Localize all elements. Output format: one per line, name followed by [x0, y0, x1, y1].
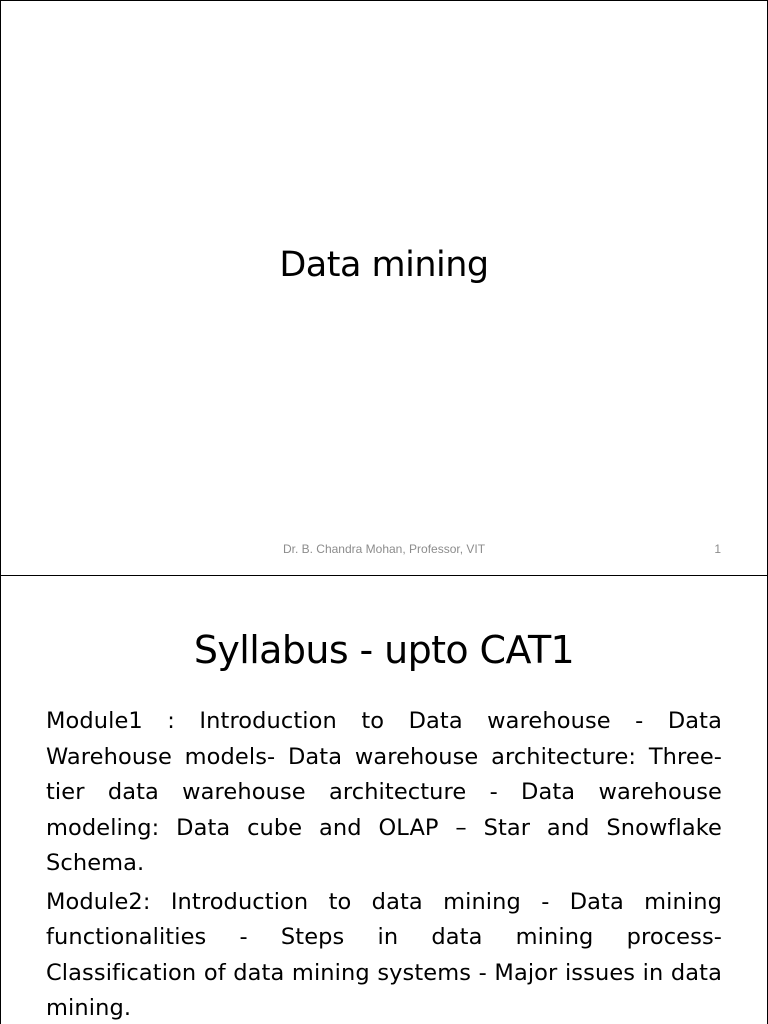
syllabus-body — [46, 704, 722, 1024]
module-2-paragraph: Module2: Introduction to data mining - Data mining functionalities - Steps in data mining process- Classification of data mining systems - Major issues in data mining. — [46, 888, 722, 1021]
page-number: 1 — [714, 542, 721, 556]
footer-credit: Dr. B. Chandra Mohan, Professor, VIT — [282, 542, 486, 556]
slide-2 — [0, 575, 768, 1024]
module-1-paragraph: Module1 : Introduction to Data warehouse - Data Warehouse models- Data warehouse architecture: Three-tier data warehouse architecture - Data warehouse modeling: Data cube and OLAP – Star and Snowflake Schema. — [46, 708, 722, 876]
slide-title: Syllabus - upto CAT1 — [193, 628, 575, 672]
slide-title: Data mining — [279, 245, 489, 285]
slide-footer — [1, 540, 767, 558]
